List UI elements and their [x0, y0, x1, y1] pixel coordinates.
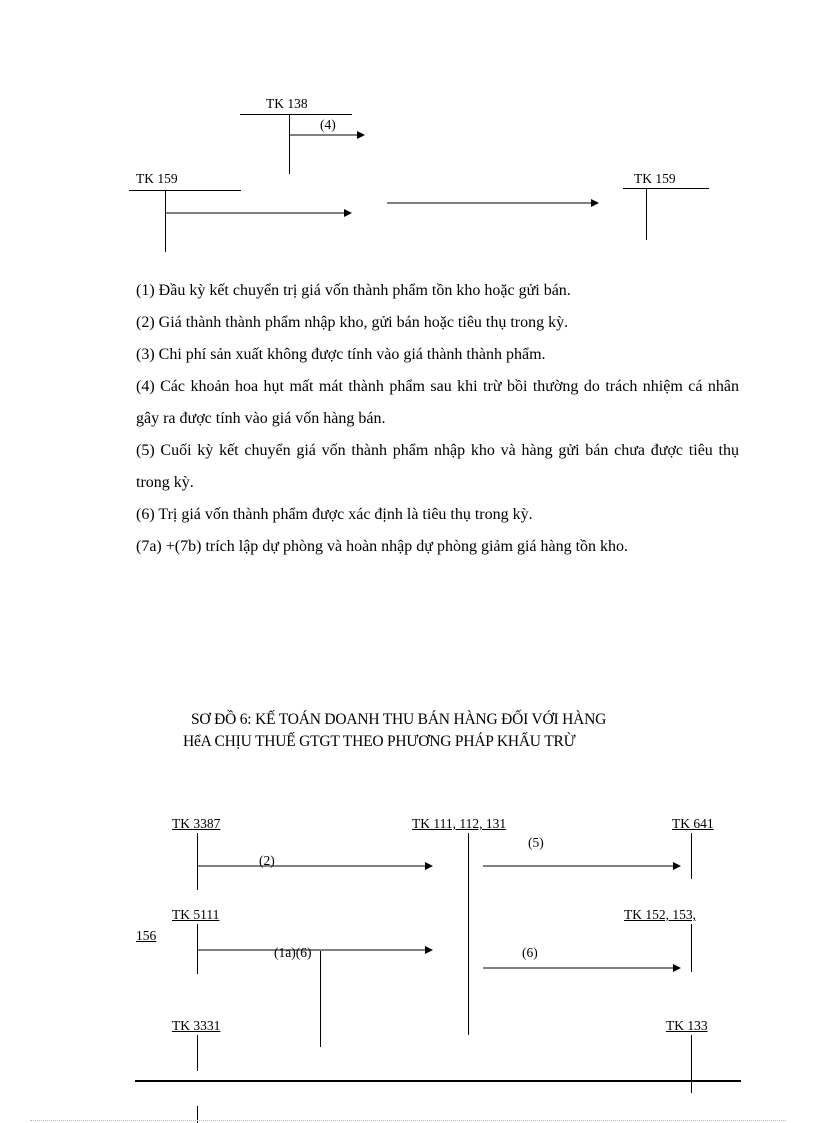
entry-2-label: (2)	[259, 853, 275, 868]
account-tk5111-label: TK 5111	[172, 907, 220, 922]
section-title-line2: HểA CHỊU THUẾ GTGT THEO PHƯƠNG PHÁP KHẤU TRỪ	[183, 733, 576, 750]
legend-item: (3) Chi phí sản xuất không được tính vào giá thành thành phẩm.	[136, 346, 546, 363]
account-tk133-label: TK 133	[666, 1018, 708, 1033]
entry-6-label: (6)	[522, 945, 538, 960]
account-156-label: 156	[136, 928, 157, 943]
legend-item: (7a) +(7b) trích lập dự phòng và hoàn nhập dự phòng giảm giá hàng tồn kho.	[136, 538, 629, 555]
legend-item: (6) Trị giá vốn thành phẩm được xác định là tiêu thụ trong kỳ.	[136, 506, 533, 523]
entry-5-label: (5)	[528, 835, 544, 850]
account-tk3387-label: TK 3387	[172, 816, 221, 831]
account-tk159-left-label: TK 159	[136, 171, 178, 186]
entry-4-label: (4)	[320, 117, 336, 132]
account-tk3331-label: TK 3331	[172, 1018, 221, 1033]
page-break-dots	[30, 1120, 786, 1121]
legend-item: (4) Các khoản hoa hụt mất mát thành phẩm sau khi trừ bồi thường do trách nhiệm cá nhân gây ra được tính vào giá vốn hàng bán.	[136, 378, 739, 427]
account-tk111-label: TK 111, 112, 131	[412, 816, 507, 831]
legend-item: (5) Cuối kỳ kết chuyển giá vốn thành phẩm nhập kho và hàng gửi bán chưa được tiêu thụ trong kỳ.	[136, 442, 739, 491]
account-tk641-label: TK 641	[672, 816, 714, 831]
legend-item: (1) Đầu kỳ kết chuyển trị giá vốn thành phẩm tồn kho hoặc gửi bán.	[136, 282, 571, 299]
entry-1a6-label: (1a)(6)	[274, 945, 312, 960]
legend-item: (2) Giá thành thành phẩm nhập kho, gửi bán hoặc tiêu thụ trong kỳ.	[136, 314, 569, 331]
section-title-line1: SƠ ĐỒ 6: KẾ TOÁN DOANH THU BÁN HÀNG ĐỐI VỚI HÀNG	[191, 711, 607, 728]
account-tk152-label: TK 152, 153,	[624, 907, 696, 922]
account-tk159-right-label: TK 159	[634, 171, 676, 186]
account-tk138-label: TK 138	[266, 96, 308, 111]
